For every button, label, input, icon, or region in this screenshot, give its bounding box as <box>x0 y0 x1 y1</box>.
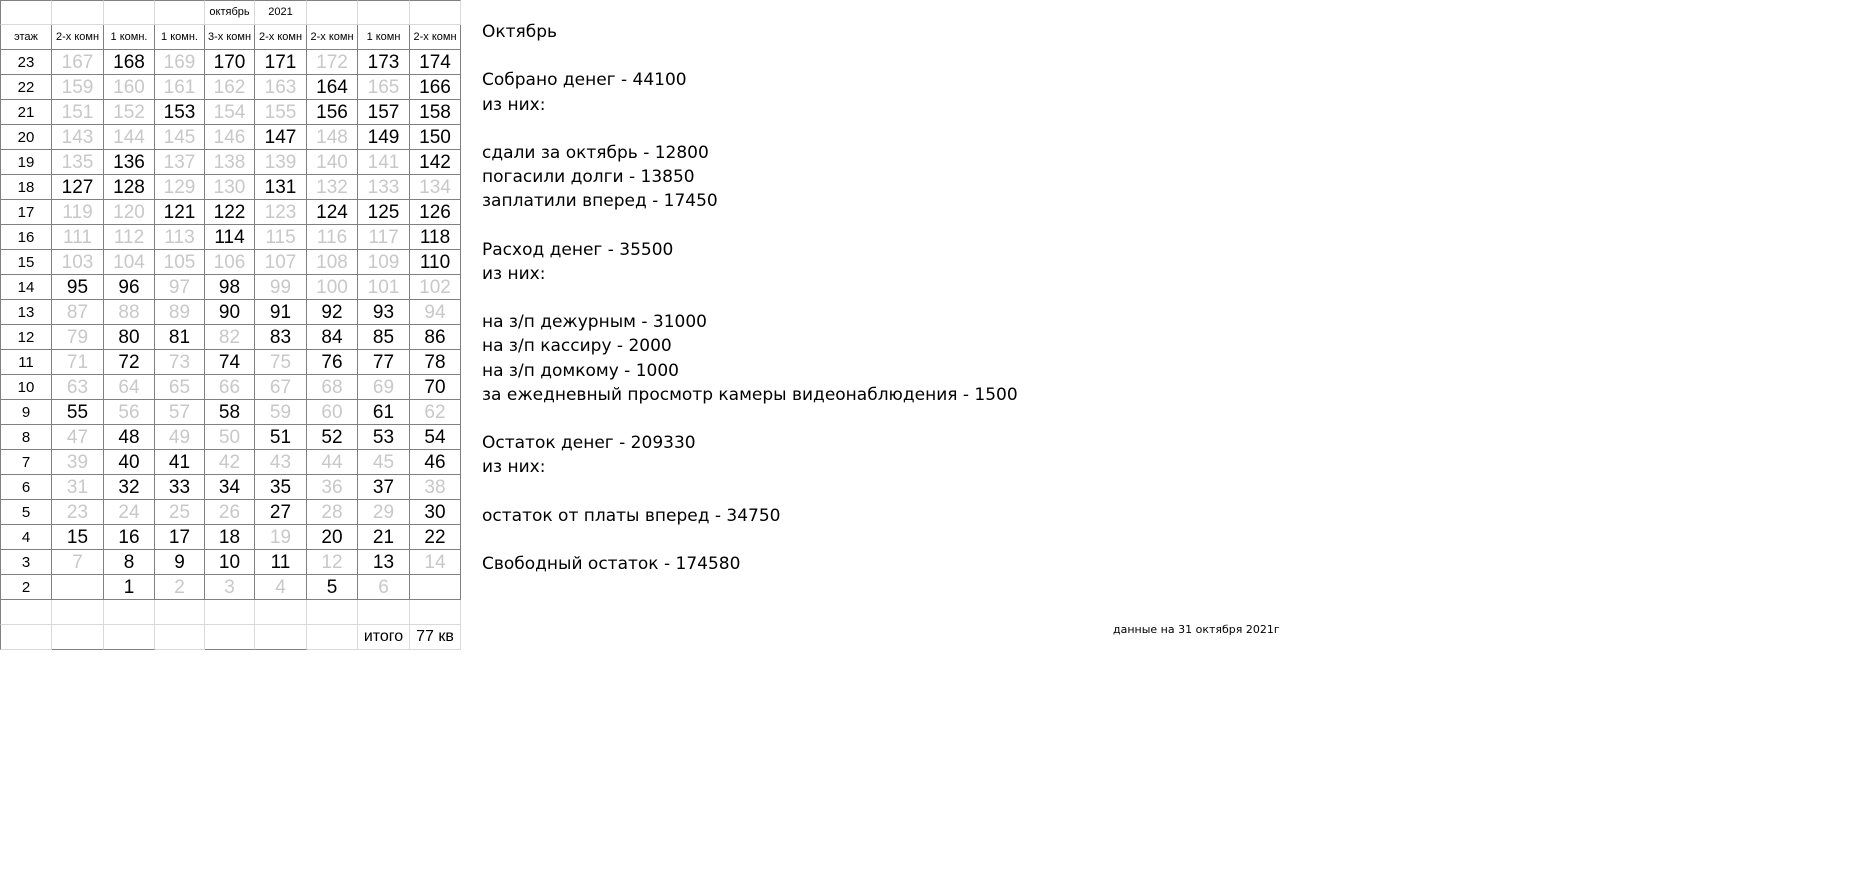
apartment-unpaid: 28 <box>307 500 358 525</box>
apartment-unpaid: 101 <box>358 275 410 300</box>
apartment-paid: 83 <box>255 325 307 350</box>
floor-number: 22 <box>0 75 52 100</box>
apartment-unpaid: 137 <box>155 150 205 175</box>
column-header: 2-х комн <box>307 25 358 50</box>
table-row <box>0 150 459 175</box>
apartment-unpaid: 67 <box>255 375 307 400</box>
apartment-paid: 46 <box>410 450 461 475</box>
apartment-unpaid: 66 <box>205 375 255 400</box>
header-empty-cell <box>0 0 52 25</box>
apartment-paid: 52 <box>307 425 358 450</box>
floor-number: 16 <box>0 225 52 250</box>
apartment-unpaid: 106 <box>205 250 255 275</box>
apartment-paid: 9 <box>155 550 205 575</box>
table-row <box>0 375 459 400</box>
apartment-unpaid: 7 <box>52 550 104 575</box>
apartment-paid: 85 <box>358 325 410 350</box>
apartment-unpaid: 111 <box>52 225 104 250</box>
header-year: 2021 <box>255 0 307 25</box>
apartment-paid: 95 <box>52 275 104 300</box>
report-blank-line <box>482 407 1182 431</box>
apartment-unpaid: 49 <box>155 425 205 450</box>
table-row <box>0 125 459 150</box>
total-label: итого <box>358 625 410 650</box>
apartment-unpaid: 23 <box>52 500 104 525</box>
apartment-unpaid: 88 <box>104 300 155 325</box>
apartment-paid: 168 <box>104 50 155 75</box>
report-line: погасили долги - 13850 <box>482 167 695 188</box>
column-header: 1 комн. <box>104 25 155 50</box>
apartment-paid: 118 <box>410 225 461 250</box>
apartment-unpaid: 24 <box>104 500 155 525</box>
apartment-unpaid: 36 <box>307 475 358 500</box>
header-empty-cell <box>52 0 104 25</box>
apartment-paid: 17 <box>155 525 205 550</box>
total-value: 77 кв <box>410 625 461 650</box>
apartment-unpaid: 103 <box>52 250 104 275</box>
table-row <box>0 200 459 225</box>
apartment-unpaid: 138 <box>205 150 255 175</box>
report-blank-line <box>482 214 1182 238</box>
apartment-unpaid: 155 <box>255 100 307 125</box>
apartment-unpaid: 39 <box>52 450 104 475</box>
apartment-unpaid: 152 <box>104 100 155 125</box>
apartment-unpaid: 60 <box>307 400 358 425</box>
apartment-unpaid: 100 <box>307 275 358 300</box>
apartment-unpaid: 3 <box>205 575 255 600</box>
column-header: 2-х комн <box>52 25 104 50</box>
apartment-unpaid: 57 <box>155 400 205 425</box>
apartment-unpaid: 135 <box>52 150 104 175</box>
apartment-unpaid: 148 <box>307 125 358 150</box>
apartment-paid: 86 <box>410 325 461 350</box>
floor-column-header: этаж <box>0 25 52 50</box>
apartment-paid: 55 <box>52 400 104 425</box>
floor-number: 8 <box>0 425 52 450</box>
report-line: остаток от платы вперед - 34750 <box>482 505 781 526</box>
report-line: на з/п домкому - 1000 <box>482 360 679 381</box>
apartment-unpaid: 161 <box>155 75 205 100</box>
table-row <box>0 50 459 75</box>
apartment-unpaid: 167 <box>52 50 104 75</box>
floor-number: 5 <box>0 500 52 525</box>
apartment-paid: 8 <box>104 550 155 575</box>
header-month-row <box>0 0 459 25</box>
apartment-unpaid: 140 <box>307 150 358 175</box>
apartment-unpaid: 2 <box>155 575 205 600</box>
floor-number: 20 <box>0 125 52 150</box>
empty-cell <box>155 625 205 650</box>
report-blank-line <box>482 117 1182 141</box>
empty-cell <box>52 625 104 650</box>
apartment-unpaid: 115 <box>255 225 307 250</box>
date-note: данные на 31 октября 2021г <box>1113 623 1280 636</box>
monthly-report <box>482 20 1182 576</box>
apartment-unpaid: 68 <box>307 375 358 400</box>
apartment-unpaid: 65 <box>155 375 205 400</box>
apartment-paid: 171 <box>255 50 307 75</box>
table-row <box>0 325 459 350</box>
apartment-unpaid: 71 <box>52 350 104 375</box>
apartment-paid: 18 <box>205 525 255 550</box>
apartment-paid: 153 <box>155 100 205 125</box>
apartment-unpaid: 38 <box>410 475 461 500</box>
apartment-unpaid: 105 <box>155 250 205 275</box>
apartment-paid: 48 <box>104 425 155 450</box>
report-blank-line <box>482 286 1182 310</box>
apartment-paid: 84 <box>307 325 358 350</box>
apartment-unpaid: 64 <box>104 375 155 400</box>
report-line: из них: <box>482 263 546 284</box>
apartment-paid: 158 <box>410 100 461 125</box>
table-row <box>0 575 459 600</box>
apartment-unpaid: 42 <box>205 450 255 475</box>
header-month: октябрь <box>205 0 255 25</box>
apartment-paid: 40 <box>104 450 155 475</box>
empty-cell <box>0 600 52 625</box>
apartment-paid: 30 <box>410 500 461 525</box>
apartment-paid: 10 <box>205 550 255 575</box>
apartment-paid: 15 <box>52 525 104 550</box>
table-row <box>0 475 459 500</box>
apartment-unpaid: 119 <box>52 200 104 225</box>
apartment-paid: 93 <box>358 300 410 325</box>
apartment-unpaid: 89 <box>155 300 205 325</box>
apartment-unpaid: 109 <box>358 250 410 275</box>
floor-number: 9 <box>0 400 52 425</box>
apartment-unpaid: 79 <box>52 325 104 350</box>
apartment-paid: 32 <box>104 475 155 500</box>
apartment-paid: 126 <box>410 200 461 225</box>
apartment-unpaid: 63 <box>52 375 104 400</box>
apartment-unpaid: 145 <box>155 125 205 150</box>
apartment-unpaid: 87 <box>52 300 104 325</box>
apartment-unpaid: 132 <box>307 175 358 200</box>
floor-number: 2 <box>0 575 52 600</box>
apartment-paid: 174 <box>410 50 461 75</box>
apartment-paid: 13 <box>358 550 410 575</box>
column-header: 2-х комн <box>255 25 307 50</box>
apartment-paid: 61 <box>358 400 410 425</box>
table-row <box>0 550 459 575</box>
apartment-paid: 128 <box>104 175 155 200</box>
table-row <box>0 175 459 200</box>
apartment-paid: 147 <box>255 125 307 150</box>
report-line: Остаток денег - 209330 <box>482 433 696 454</box>
apartment-paid: 58 <box>205 400 255 425</box>
table-row <box>0 275 459 300</box>
apartment-paid: 37 <box>358 475 410 500</box>
apartment-paid: 81 <box>155 325 205 350</box>
apartment-unpaid: 26 <box>205 500 255 525</box>
empty-cell <box>410 600 461 625</box>
floor-number: 4 <box>0 525 52 550</box>
apartment-unpaid: 12 <box>307 550 358 575</box>
header-columns-row <box>0 25 459 50</box>
table-row <box>0 425 459 450</box>
apartment-paid: 131 <box>255 175 307 200</box>
floor-number: 17 <box>0 200 52 225</box>
floor-number: 14 <box>0 275 52 300</box>
apartment-unpaid: 120 <box>104 200 155 225</box>
table-row <box>0 75 459 100</box>
apartment-unpaid <box>52 575 104 600</box>
apartment-paid: 27 <box>255 500 307 525</box>
report-blank-line <box>482 44 1182 68</box>
floor-number: 3 <box>0 550 52 575</box>
empty-cell <box>255 600 307 625</box>
apartment-paid: 149 <box>358 125 410 150</box>
table-row <box>0 225 459 250</box>
empty-cell <box>104 600 155 625</box>
report-line: Октябрь <box>482 22 558 42</box>
apartment-paid: 1 <box>104 575 155 600</box>
floor-number: 19 <box>0 150 52 175</box>
floor-number: 7 <box>0 450 52 475</box>
apartment-unpaid: 25 <box>155 500 205 525</box>
floor-number: 23 <box>0 50 52 75</box>
floor-number: 10 <box>0 375 52 400</box>
report-line: заплатили вперед - 17450 <box>482 191 718 212</box>
report-line: на з/п кассиру - 2000 <box>482 336 672 357</box>
header-empty-cell <box>358 0 410 25</box>
empty-cell <box>52 600 104 625</box>
apartment-unpaid: 159 <box>52 75 104 100</box>
apartment-unpaid: 59 <box>255 400 307 425</box>
report-line: сдали за октябрь - 12800 <box>482 142 709 163</box>
apartment-unpaid: 133 <box>358 175 410 200</box>
apartment-paid: 22 <box>410 525 461 550</box>
apartment-unpaid: 62 <box>410 400 461 425</box>
report-line: Свободный остаток - 174580 <box>482 554 741 575</box>
floor-number: 18 <box>0 175 52 200</box>
apartment-paid: 156 <box>307 100 358 125</box>
apartment-unpaid: 29 <box>358 500 410 525</box>
empty-cell <box>205 600 255 625</box>
empty-cell <box>358 600 410 625</box>
floor-number: 15 <box>0 250 52 275</box>
apartment-paid: 90 <box>205 300 255 325</box>
apartment-paid: 51 <box>255 425 307 450</box>
apartment-paid: 21 <box>358 525 410 550</box>
apartment-paid: 74 <box>205 350 255 375</box>
empty-cell <box>255 625 307 650</box>
floor-number: 6 <box>0 475 52 500</box>
apartment-unpaid: 82 <box>205 325 255 350</box>
apartment-paid: 77 <box>358 350 410 375</box>
empty-cell <box>307 625 358 650</box>
apartment-unpaid <box>410 575 461 600</box>
column-header: 2-х комн <box>410 25 461 50</box>
apartment-paid: 53 <box>358 425 410 450</box>
apartment-paid: 35 <box>255 475 307 500</box>
apartment-paid: 20 <box>307 525 358 550</box>
apartment-unpaid: 73 <box>155 350 205 375</box>
apartment-unpaid: 130 <box>205 175 255 200</box>
header-empty-cell <box>155 0 205 25</box>
apartment-paid: 16 <box>104 525 155 550</box>
apartment-paid: 91 <box>255 300 307 325</box>
apartment-unpaid: 44 <box>307 450 358 475</box>
apartment-unpaid: 19 <box>255 525 307 550</box>
apartment-unpaid: 154 <box>205 100 255 125</box>
apartment-unpaid: 143 <box>52 125 104 150</box>
apartment-paid: 54 <box>410 425 461 450</box>
empty-row <box>0 600 459 625</box>
apartment-unpaid: 112 <box>104 225 155 250</box>
empty-cell <box>307 600 358 625</box>
apartment-unpaid: 160 <box>104 75 155 100</box>
apartment-paid: 170 <box>205 50 255 75</box>
column-header: 3-х комн <box>205 25 255 50</box>
apartment-unpaid: 69 <box>358 375 410 400</box>
header-empty-cell <box>104 0 155 25</box>
apartment-unpaid: 97 <box>155 275 205 300</box>
table-row <box>0 300 459 325</box>
apartment-paid: 166 <box>410 75 461 100</box>
apartment-unpaid: 56 <box>104 400 155 425</box>
apartment-unpaid: 129 <box>155 175 205 200</box>
apartment-paid: 92 <box>307 300 358 325</box>
apartment-unpaid: 102 <box>410 275 461 300</box>
apartment-paid: 127 <box>52 175 104 200</box>
apartment-paid: 142 <box>410 150 461 175</box>
empty-cell <box>104 625 155 650</box>
apartment-unpaid: 113 <box>155 225 205 250</box>
apartment-unpaid: 123 <box>255 200 307 225</box>
apartment-paid: 98 <box>205 275 255 300</box>
column-header: 1 комн. <box>155 25 205 50</box>
apartment-unpaid: 50 <box>205 425 255 450</box>
header-empty-cell <box>307 0 358 25</box>
apartment-paid: 5 <box>307 575 358 600</box>
apartment-paid: 70 <box>410 375 461 400</box>
apartment-paid: 173 <box>358 50 410 75</box>
report-blank-line <box>482 528 1182 552</box>
report-line: Расход денег - 35500 <box>482 239 674 260</box>
apartment-unpaid: 165 <box>358 75 410 100</box>
floor-number: 11 <box>0 350 52 375</box>
apartment-unpaid: 75 <box>255 350 307 375</box>
apartment-unpaid: 144 <box>104 125 155 150</box>
apartment-paid: 125 <box>358 200 410 225</box>
apartment-unpaid: 4 <box>255 575 307 600</box>
column-header: 1 комн <box>358 25 410 50</box>
report-line: на з/п дежурным - 31000 <box>482 312 707 333</box>
apartment-paid: 78 <box>410 350 461 375</box>
apartment-paid: 157 <box>358 100 410 125</box>
table-grid <box>0 0 459 650</box>
table-row <box>0 450 459 475</box>
apartment-unpaid: 139 <box>255 150 307 175</box>
apartment-unpaid: 117 <box>358 225 410 250</box>
table-row <box>0 350 459 375</box>
report-line: за ежедневный просмотр камеры видеонаблюдения - 1500 <box>482 384 1018 405</box>
table-row <box>0 250 459 275</box>
apartment-paid: 80 <box>104 325 155 350</box>
floor-number: 13 <box>0 300 52 325</box>
apartment-unpaid: 163 <box>255 75 307 100</box>
apartment-unpaid: 162 <box>205 75 255 100</box>
table-row <box>0 100 459 125</box>
apartment-paid: 124 <box>307 200 358 225</box>
apartment-paid: 33 <box>155 475 205 500</box>
apartment-unpaid: 43 <box>255 450 307 475</box>
apartment-unpaid: 104 <box>104 250 155 275</box>
apartment-unpaid: 107 <box>255 250 307 275</box>
apartment-unpaid: 134 <box>410 175 461 200</box>
apartment-paid: 136 <box>104 150 155 175</box>
table-row <box>0 500 459 525</box>
report-line: из них: <box>482 457 546 478</box>
apartment-unpaid: 99 <box>255 275 307 300</box>
empty-cell <box>155 600 205 625</box>
apartment-paid: 41 <box>155 450 205 475</box>
apartment-unpaid: 116 <box>307 225 358 250</box>
apartment-paid: 150 <box>410 125 461 150</box>
floor-number: 12 <box>0 325 52 350</box>
apartment-unpaid: 146 <box>205 125 255 150</box>
apartment-unpaid: 94 <box>410 300 461 325</box>
apartment-unpaid: 141 <box>358 150 410 175</box>
apartment-unpaid: 6 <box>358 575 410 600</box>
apartment-unpaid: 45 <box>358 450 410 475</box>
apartment-paid: 72 <box>104 350 155 375</box>
apartment-unpaid: 47 <box>52 425 104 450</box>
empty-cell <box>0 625 52 650</box>
apartment-unpaid: 169 <box>155 50 205 75</box>
apartment-paid: 110 <box>410 250 461 275</box>
table-row <box>0 400 459 425</box>
apartment-paid: 114 <box>205 225 255 250</box>
table-row <box>0 525 459 550</box>
apartment-paid: 96 <box>104 275 155 300</box>
empty-cell <box>205 625 255 650</box>
report-line: из них: <box>482 94 546 115</box>
apartment-unpaid: 14 <box>410 550 461 575</box>
apartment-unpaid: 151 <box>52 100 104 125</box>
apartment-paid: 164 <box>307 75 358 100</box>
apartment-unpaid: 108 <box>307 250 358 275</box>
header-empty-cell <box>410 0 461 25</box>
apartment-paid: 121 <box>155 200 205 225</box>
report-blank-line <box>482 480 1182 504</box>
apartment-paid: 11 <box>255 550 307 575</box>
apartment-paid: 76 <box>307 350 358 375</box>
apartment-unpaid: 172 <box>307 50 358 75</box>
apartment-paid: 34 <box>205 475 255 500</box>
report-line: Собрано денег - 44100 <box>482 70 687 91</box>
apartment-payment-table <box>0 0 459 650</box>
apartment-paid: 122 <box>205 200 255 225</box>
apartment-unpaid: 31 <box>52 475 104 500</box>
floor-number: 21 <box>0 100 52 125</box>
total-row <box>0 625 459 650</box>
